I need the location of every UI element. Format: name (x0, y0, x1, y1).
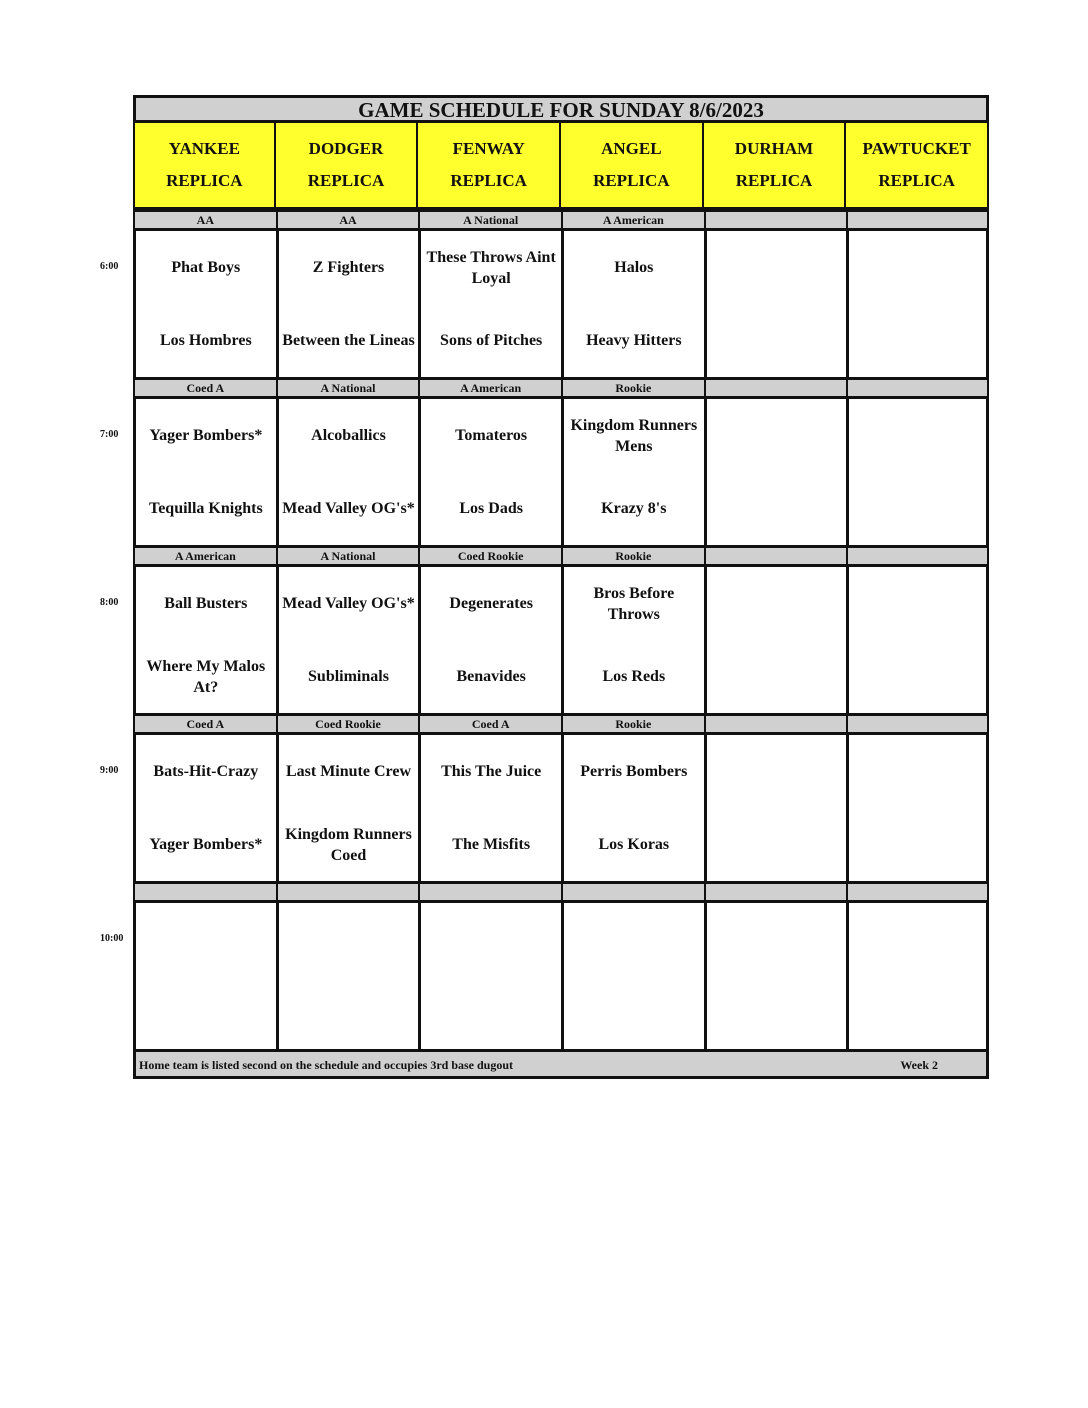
division-label: A National (276, 545, 419, 567)
home-team: Los Hombres (159, 332, 252, 349)
away-team: Perris Bombers (580, 763, 688, 780)
away-team (421, 903, 561, 976)
home-team: Sons of Pitches (440, 332, 543, 349)
home-team (849, 304, 986, 377)
games-row (133, 399, 989, 545)
division-label: A American (418, 377, 561, 399)
games-row (133, 567, 989, 713)
away-team (707, 399, 847, 472)
game-cell (846, 903, 989, 1049)
home-team (279, 976, 419, 1049)
home-team (707, 304, 847, 377)
home-team (564, 976, 704, 1049)
division-row (133, 209, 989, 231)
away-team: Z Fighters (312, 259, 385, 276)
game-cell (133, 399, 276, 545)
home-team (849, 808, 986, 881)
schedule-title: GAME SCHEDULE FOR SUNDAY 8/6/2023 (133, 95, 989, 123)
away-team: Bros Before Throws (593, 584, 675, 623)
division-row (133, 545, 989, 567)
division-label (846, 545, 989, 567)
division-label: Coed A (418, 713, 561, 735)
division-label: AA (133, 209, 276, 231)
field-name: DURHAM (734, 139, 814, 158)
field-header (133, 123, 276, 209)
division-row (133, 713, 989, 735)
division-label: Rookie (561, 545, 704, 567)
home-team (849, 472, 986, 545)
game-cell (418, 231, 561, 377)
division-label (846, 713, 989, 735)
division-label: Rookie (561, 713, 704, 735)
home-team: Where My Malos At? (146, 657, 266, 696)
home-team: Between the Lineas (282, 332, 415, 349)
division-label: A National (276, 377, 419, 399)
field-subtitle: REPLICA (735, 171, 813, 190)
division-label: Rookie (561, 377, 704, 399)
game-cell (133, 903, 276, 1049)
game-cell (846, 567, 989, 713)
division-label (561, 881, 704, 903)
game-cell (846, 735, 989, 881)
away-team: Ball Busters (164, 595, 248, 612)
game-cell (704, 231, 847, 377)
game-cell (276, 567, 419, 713)
game-cell (704, 399, 847, 545)
games-row (133, 231, 989, 377)
game-cell (276, 903, 419, 1049)
division-row (133, 377, 989, 399)
field-header (276, 123, 419, 209)
time-label: 9:00 (100, 765, 119, 776)
game-cell (561, 903, 704, 1049)
division-label: A National (418, 209, 561, 231)
away-team: Bats-Hit-Crazy (153, 763, 259, 780)
division-label: Coed Rookie (276, 713, 419, 735)
away-team: Kingdom Runners Mens (570, 416, 698, 455)
field-subtitle: REPLICA (593, 171, 670, 190)
away-team: Degenerates (449, 595, 533, 612)
field-name: FENWAY (452, 139, 525, 158)
time-label: 7:00 (100, 429, 119, 440)
home-team (849, 976, 986, 1049)
week-label: Week 2 (900, 1058, 938, 1072)
home-team: Krazy 8's (601, 500, 667, 517)
games-row (133, 903, 989, 1049)
division-label: AA (276, 209, 419, 231)
division-label (418, 881, 561, 903)
field-name: DODGER (308, 139, 384, 158)
schedule-sheet (133, 95, 989, 1079)
away-team (564, 903, 704, 976)
away-team: Phat Boys (171, 259, 241, 276)
home-team: Kingdom Runners Coed (285, 825, 412, 864)
home-team: The Misfits (452, 836, 531, 853)
home-team: Los Dads (459, 500, 523, 517)
division-label (704, 881, 847, 903)
field-name: PAWTUCKET (862, 139, 971, 158)
game-cell (276, 735, 419, 881)
division-label (846, 209, 989, 231)
division-row (133, 881, 989, 903)
division-label: A American (561, 209, 704, 231)
away-team (707, 903, 847, 976)
game-cell (704, 735, 847, 881)
away-team (849, 399, 986, 472)
field-name: ANGEL (601, 139, 662, 158)
away-team (849, 567, 986, 640)
division-label: Coed A (133, 713, 276, 735)
home-team: Los Reds (602, 668, 666, 685)
game-cell (561, 231, 704, 377)
game-cell (846, 231, 989, 377)
home-team: Mead Valley OG's* (282, 500, 415, 517)
away-team: These Throws Aint Loyal (426, 248, 556, 287)
home-team: Tequilla Knights (148, 500, 263, 517)
game-cell (418, 735, 561, 881)
game-cell (561, 399, 704, 545)
game-cell (561, 567, 704, 713)
away-team: Yager Bombers* (149, 427, 263, 444)
home-team (707, 640, 847, 713)
home-team-note: Home team is listed second on the schedule and occupies 3rd base dugout (139, 1058, 514, 1072)
home-team (707, 472, 847, 545)
home-team (707, 976, 847, 1049)
field-subtitle: REPLICA (878, 171, 955, 190)
home-team: Los Koras (598, 836, 670, 853)
away-team: Alcoballics (311, 427, 386, 444)
home-team (849, 640, 986, 713)
home-team: Subliminals (308, 668, 389, 685)
division-label (846, 881, 989, 903)
game-cell (561, 735, 704, 881)
game-cell (418, 399, 561, 545)
away-team (707, 231, 847, 304)
time-label: 6:00 (100, 261, 119, 272)
game-cell (418, 567, 561, 713)
away-team (849, 231, 986, 304)
game-cell (276, 399, 419, 545)
field-header-row (133, 123, 989, 209)
schedule-footer (133, 1049, 989, 1079)
time-slots (133, 209, 989, 1049)
field-subtitle: REPLICA (450, 171, 527, 190)
field-header (561, 123, 704, 209)
division-label (704, 209, 847, 231)
division-label (704, 545, 847, 567)
game-cell (133, 231, 276, 377)
game-cell (276, 231, 419, 377)
division-label (704, 377, 847, 399)
division-label: Coed Rookie (418, 545, 561, 567)
division-label (133, 881, 276, 903)
away-team: This The Juice (441, 763, 542, 780)
game-cell (133, 567, 276, 713)
away-team (279, 903, 419, 976)
away-team (849, 735, 986, 808)
home-team: Heavy Hitters (586, 332, 682, 349)
away-team: Tomateros (455, 427, 528, 444)
field-header (704, 123, 847, 209)
division-label: Coed A (133, 377, 276, 399)
away-team: Last Minute Crew (285, 763, 411, 780)
home-team: Yager Bombers* (149, 836, 263, 853)
game-cell (704, 903, 847, 1049)
game-cell (704, 567, 847, 713)
game-cell (418, 903, 561, 1049)
games-row (133, 735, 989, 881)
division-label (846, 377, 989, 399)
away-team (707, 735, 847, 808)
away-team: Mead Valley OG's* (282, 595, 415, 612)
time-label: 10:00 (100, 933, 124, 944)
home-team (136, 976, 276, 1049)
field-subtitle: REPLICA (166, 171, 243, 190)
field-subtitle: REPLICA (307, 171, 385, 190)
home-team: Benavides (456, 668, 526, 685)
field-header (418, 123, 561, 209)
division-label (704, 713, 847, 735)
division-label: A American (133, 545, 276, 567)
time-label: 8:00 (100, 597, 119, 608)
away-team: Halos (614, 259, 654, 276)
division-label (276, 881, 419, 903)
game-cell (133, 735, 276, 881)
home-team (707, 808, 847, 881)
away-team (849, 903, 986, 976)
away-team (707, 567, 847, 640)
home-team (421, 976, 561, 1049)
away-team (136, 903, 276, 976)
field-header (846, 123, 989, 209)
field-name: YANKEE (168, 139, 240, 158)
game-cell (846, 399, 989, 545)
